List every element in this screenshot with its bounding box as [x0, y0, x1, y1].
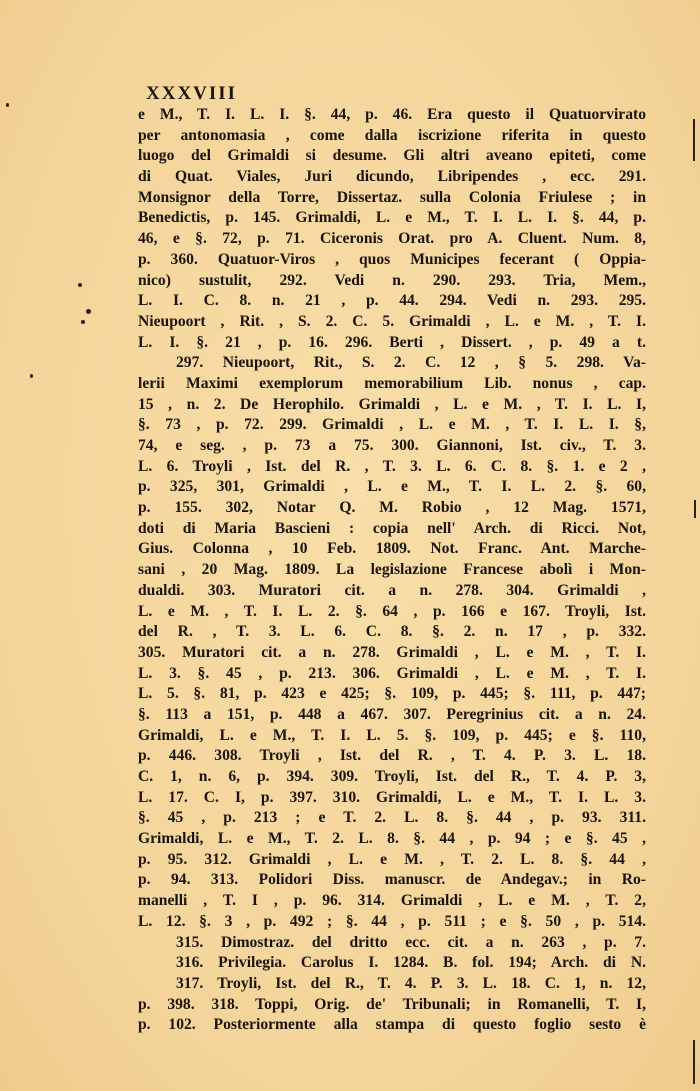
text-line: p. 360. Quatuor-Viros , quos Municipes fecerant ( Oppia-: [138, 250, 646, 268]
text-line: 46, e §. 72, p. 71. Ciceronis Orat. pro A. Cluent. Num. 8,: [138, 230, 646, 248]
text-line: L. I. §. 21 , p. 16. 296. Berti , Dissert. , p. 49 a t.: [138, 333, 646, 351]
text-line: Nieupoort , Rit. , S. 2. C. 5. Grimaldi , L. e M. , T. I.: [138, 312, 646, 330]
margin-speck: [6, 103, 9, 107]
right-margin-rule: [693, 1040, 695, 1084]
text-line: Gius. Colonna , 10 Feb. 1809. Not. Franc. Ant. Marche-: [138, 540, 646, 558]
text-line: p. 95. 312. Grimaldi , L. e M. , T. 2. L. 8. §. 44 ,: [138, 850, 646, 868]
text-line: p. 155. 302, Notar Q. M. Robio , 12 Mag. 1571,: [138, 499, 646, 517]
text-line: 297. Nieupoort, Rit., S. 2. C. 12 , § 5. 298. Va-: [176, 354, 646, 372]
text-line: p. 398. 318. Toppi, Orig. de' Tribunali; in Romanelli, T. I,: [138, 995, 646, 1013]
text-line: L. 17. C. I, p. 397. 310. Grimaldi, L. e M., T. I. L. 3.: [138, 788, 646, 806]
text-line: §. 45 , p. 213 ; e T. 2. L. 8. §. 44 , p. 93. 311.: [138, 809, 646, 827]
right-margin-rule: [694, 500, 696, 518]
text-line: p. 94. 313. Polidori Diss. manuscr. de Andegav.; in Ro-: [138, 871, 646, 889]
text-line: Benedictis, p. 145. Grimaldi, L. e M., T. I. L. I. §. 44, p.: [138, 209, 646, 227]
text-line: p. 102. Posteriormente alla stampa di questo foglio sesto è: [138, 1016, 646, 1034]
text-line: dualdi. 303. Muratori cit. a n. 278. 304. Grimaldi ,: [138, 581, 646, 599]
text-line: e M., T. I. L. I. §. 44, p. 46. Era questo il Quatuorvirato: [138, 106, 646, 123]
text-line: 317. Troyli, Ist. del R., T. 4. P. 3. L. 18. C. 1, n. 12,: [176, 974, 646, 992]
text-line: §. 113 a 151, p. 448 a 467. 307. Peregrinius cit. a n. 24.: [138, 705, 646, 723]
text-line: §. 73 , p. 72. 299. Grimaldi , L. e M. , T. I. L. I. §,: [138, 416, 646, 434]
text-line: L. e M. , T. I. L. 2. §. 64 , p. 166 e 167. Troyli, Ist.: [138, 602, 646, 620]
text-line: L. 12. §. 3 , p. 492 ; §. 44 , p. 511 ; e §. 50 , p. 514.: [138, 912, 646, 930]
page-number: XXXVIII: [146, 83, 238, 104]
text-line: di Quat. Viales, Juri dicundo, Libripendes , ecc. 291.: [138, 168, 646, 186]
margin-speck: [30, 374, 33, 378]
text-line: p. 446. 308. Troyli , Ist. del R. , T. 4. P. 3. L. 18.: [138, 747, 646, 765]
right-margin-rule: [693, 119, 695, 161]
text-line: Grimaldi, L. e M., T. I. L. 5. §. 109, p. 445; e §. 110,: [138, 726, 646, 744]
text-line: L. 5. §. 81, p. 423 e 425; §. 109, p. 445; §. 111, p. 447;: [138, 685, 646, 703]
text-line: Grimaldi, L. e M., T. 2. L. 8. §. 44 , p. 94 ; e §. 45 ,: [138, 830, 646, 848]
text-line: Monsignor della Torre, Dissertaz. sulla Colonia Friulese ; in: [138, 188, 646, 206]
margin-speck: [86, 309, 91, 314]
text-line: L. I. C. 8. n. 21 , p. 44. 294. Vedi n. 293. 295.: [138, 292, 646, 310]
text-line: luogo del Grimaldi si desume. Gli altri aveano epiteti, come: [138, 147, 646, 165]
text-line: per antonomasia , come dalla iscrizione riferita in questo: [138, 126, 646, 144]
text-line: doti di Maria Bascieni : copia nell' Arch. di Ricci. Not,: [138, 519, 646, 537]
text-line: sani , 20 Mag. 1809. La legislazione Francese abolì i Mon-: [138, 561, 646, 579]
text-line: C. 1, n. 6, p. 394. 309. Troyli, Ist. del R., T. 4. P. 3,: [138, 768, 646, 785]
text-line: del R. , T. 3. L. 6. C. 8. §. 2. n. 17 , p. 332.: [138, 623, 646, 641]
body-text: [138, 105, 646, 1036]
text-line: nico) sustulit, 292. Vedi n. 290. 293. Tria, Mem.,: [138, 271, 646, 289]
text-line: lerii Maximi exemplorum memorabilium Lib. nonus , cap.: [138, 374, 646, 392]
text-line: 315. Dimostraz. del dritto ecc. cit. a n. 263 , p. 7.: [176, 933, 646, 951]
text-line: 316. Privilegia. Carolus I. 1284. B. fol. 194; Arch. di N.: [176, 954, 646, 972]
text-line: 15 , n. 2. De Herophilo. Grimaldi , L. e M. , T. I. L. I,: [138, 395, 646, 413]
text-line: manelli , T. I , p. 96. 314. Grimaldi , L. e M. , T. 2,: [138, 892, 646, 910]
margin-speck: [81, 320, 85, 324]
text-line: L. 3. §. 45 , p. 213. 306. Grimaldi , L. e M. , T. I.: [138, 664, 646, 682]
text-line: 74, e seg. , p. 73 a 75. 300. Giannoni, Ist. civ., T. 3.: [138, 437, 646, 454]
text-line: p. 325, 301, Grimaldi , L. e M., T. I. L. 2. §. 60,: [138, 478, 646, 496]
text-line: 305. Muratori cit. a n. 278. Grimaldi , L. e M. , T. I.: [138, 643, 646, 661]
margin-speck: [78, 283, 82, 287]
text-line: L. 6. Troyli , Ist. del R. , T. 3. L. 6. C. 8. §. 1. e 2 ,: [138, 457, 646, 475]
